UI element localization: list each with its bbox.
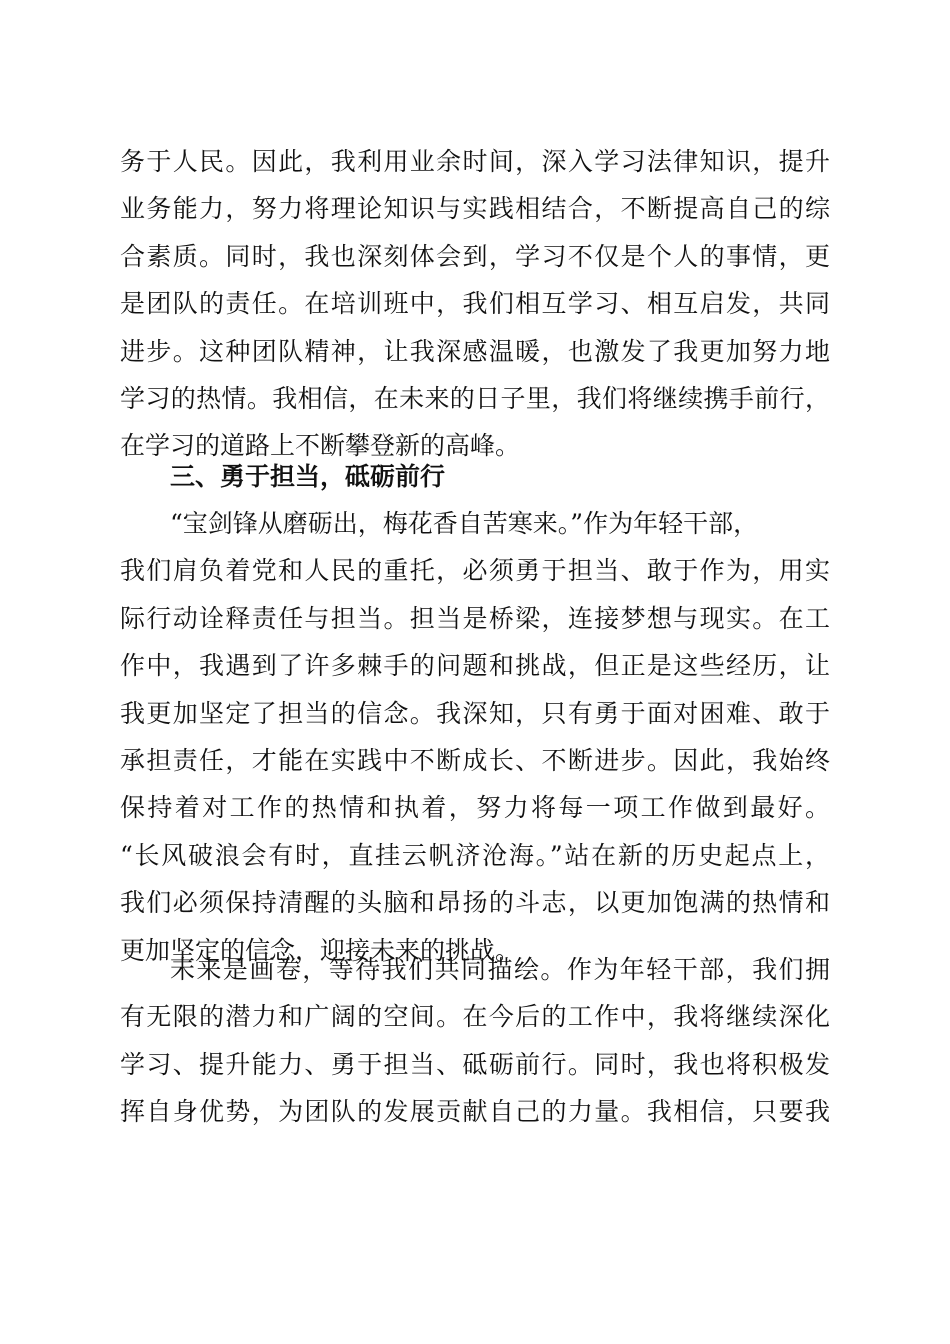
section-heading-block bbox=[120, 452, 830, 502]
text-line: 务于人民。因此，我利用业余时间，深入学习法律知识，提升 bbox=[120, 147, 830, 176]
text-line: “长风破浪会有时，直挂云帆济沧海。”站在新的历史起点上， bbox=[120, 840, 830, 870]
text-line: 合素质。同时，我也深刻体会到，学习不仅是个人的事情，更 bbox=[120, 241, 830, 271]
text-line: 承担责任，才能在实践中不断成长、不断进步。因此，我始终 bbox=[120, 745, 830, 775]
paragraph-future bbox=[120, 946, 830, 1136]
text-line: 学习、提升能力、勇于担当、砥砺前行。同时，我也将积极发 bbox=[120, 1049, 830, 1079]
text-line: 在学习的道路上不断攀登新的高峰。 bbox=[120, 431, 521, 461]
paragraph-continued bbox=[120, 138, 830, 470]
text-line: 我更加坚定了担当的信念。我深知，只有勇于面对困难、敢于 bbox=[120, 698, 830, 728]
text-line: “宝剑锋从磨砺出，梅花香自苦寒来。”作为年轻干部， bbox=[170, 509, 759, 538]
text-line: 未来是画卷，等待我们共同描绘。作为年轻干部，我们拥 bbox=[170, 955, 830, 984]
text-line: 我们肩负着党和人民的重托，必须勇于担当、敢于作为，用实 bbox=[120, 556, 830, 586]
text-line: 保持着对工作的热情和执着，努力将每一项工作做到最好。 bbox=[120, 793, 830, 823]
text-line: 作中，我遇到了许多棘手的问题和挑战，但正是这些经历，让 bbox=[120, 651, 830, 681]
text-line: 有无限的潜力和广阔的空间。在今后的工作中，我将继续深化 bbox=[120, 1002, 830, 1032]
paragraph-section-3 bbox=[120, 500, 830, 974]
text-line: 业务能力，努力将理论知识与实践相结合，不断提高自己的综 bbox=[120, 194, 830, 224]
text-line: 更加坚定的信念，迎接未来的挑战。 bbox=[120, 935, 521, 965]
text-line: 是团队的责任。在培训班中，我们相互学习、相互启发，共同 bbox=[120, 289, 830, 319]
section-heading: 三、勇于担当，砥砺前行 bbox=[170, 462, 446, 491]
text-line: 学习的热情。我相信，在未来的日子里，我们将继续携手前行， bbox=[120, 383, 830, 413]
text-line: 进步。这种团队精神，让我深感温暖，也激发了我更加努力地 bbox=[120, 336, 830, 366]
text-line: 挥自身优势，为团队的发展贡献自己的力量。我相信，只要我 bbox=[120, 1097, 830, 1127]
text-line: 我们必须保持清醒的头脑和昂扬的斗志，以更加饱满的热情和 bbox=[120, 888, 830, 918]
text-line: 际行动诠释责任与担当。担当是桥梁，连接梦想与现实。在工 bbox=[120, 603, 830, 633]
